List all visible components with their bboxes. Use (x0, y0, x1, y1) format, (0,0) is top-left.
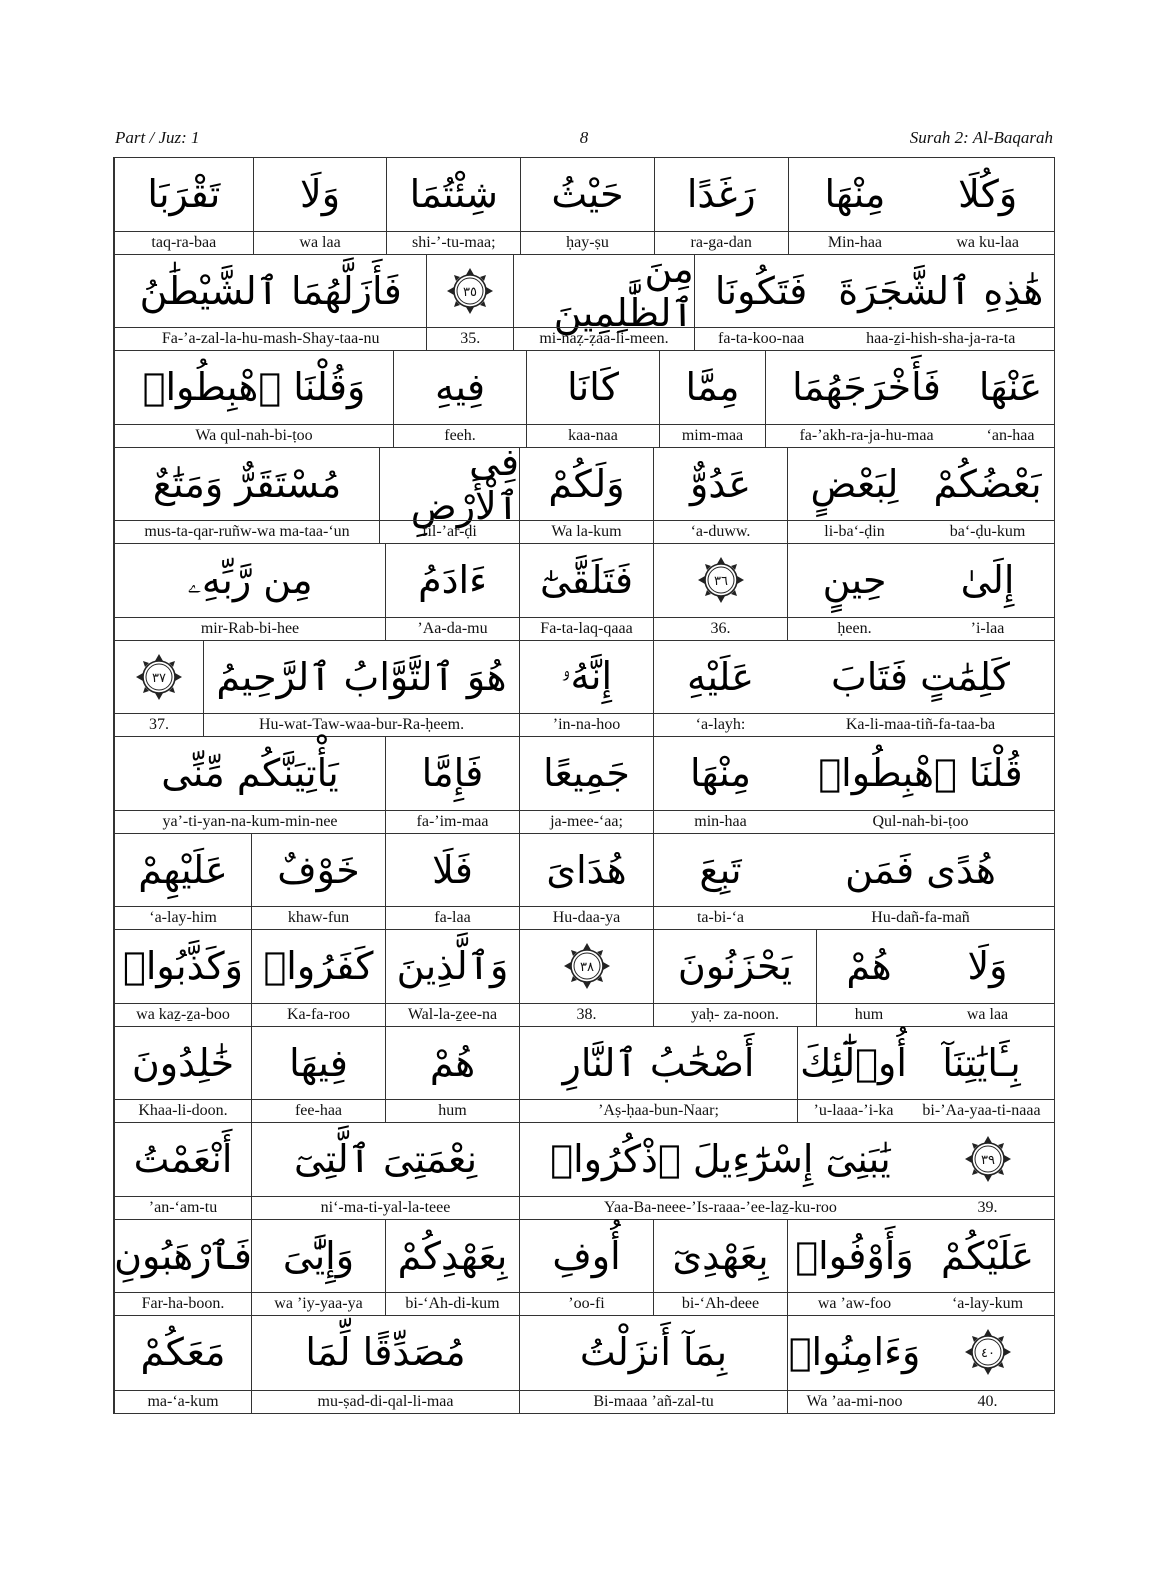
surah-label: Surah 2: Al-Baqarah (909, 128, 1053, 147)
verse-row (114, 1316, 1054, 1413)
transliteration: ’oo-fi (520, 1292, 653, 1315)
arabic-word: وَكُلَا (958, 172, 1018, 216)
word-cell (519, 1316, 787, 1413)
transliteration: ’Aṣ-ḥaa-bun-Naar; (520, 1099, 797, 1122)
transliteration: bi-‘Ah-di-kum (386, 1292, 519, 1315)
ayah-marker-cell (426, 255, 513, 351)
word-cell (114, 1220, 251, 1316)
transliteration: Far-ha-boon. (115, 1292, 251, 1315)
word-cell (379, 439, 519, 544)
arabic-word: وَكَذَّبُوا۟ (123, 944, 243, 988)
arabic-word: بِـَٔايَٰتِنَآ (942, 1040, 1021, 1085)
verse-row (114, 246, 1054, 352)
word-cell (114, 544, 385, 640)
arabic-word: وَلَا (967, 944, 1008, 988)
arabic-word: هُدًى فَمَن (845, 847, 996, 892)
word-cell (654, 158, 788, 254)
word-cell (114, 1027, 251, 1123)
transliteration: ‘a-duww. (654, 520, 787, 543)
ayah-number-arabic: ٣٦ (713, 574, 728, 589)
word-cell (386, 158, 520, 254)
word-cell (251, 1027, 385, 1123)
word-cell (203, 641, 519, 737)
verse-row (114, 834, 1054, 931)
transliteration: li-ba‘-ḍin (788, 520, 921, 543)
verse-row (114, 439, 1054, 545)
word-cell (393, 351, 526, 447)
word-cell (385, 1027, 519, 1123)
arabic-word: عَدُوٌّ (690, 461, 751, 506)
word-cell (967, 351, 1054, 447)
transliteration: Wal-la-ẕee-na (386, 1003, 519, 1026)
transliteration: ta-bi-‘a (654, 906, 787, 929)
arabic-word: فَإِمَّا (421, 751, 484, 795)
ayah-number-medallion (427, 255, 513, 327)
transliteration: mus-ta-qar-ruñw-wa ma-taa-‘un (115, 520, 379, 543)
juz-label: Part / Juz: 1 (115, 128, 200, 147)
ayah-end-icon (695, 554, 747, 606)
arabic-word: وَلَا (300, 172, 341, 216)
transliteration: Wa la-kum (520, 520, 653, 543)
ayah-end-icon (561, 940, 613, 992)
transliteration: Ka-li-maa-tiñ-fa-taa-ba (787, 713, 1054, 736)
word-cell (114, 255, 426, 351)
word-cell (114, 158, 253, 254)
word-by-word-table (113, 157, 1055, 1414)
arabic-word: وَأَوْفُوا۟ (795, 1233, 914, 1278)
transliteration: Qul-nah-bi-ṭoo (787, 810, 1054, 833)
word-cell (251, 1316, 519, 1413)
arabic-word: فَتَكُونَا (714, 268, 808, 313)
word-cell (251, 1123, 519, 1219)
arabic-word: كَفَرُوا۟ (263, 944, 374, 988)
ayah-number: 35. (427, 327, 513, 350)
transliteration: bi-‘Ah-deee (654, 1292, 787, 1315)
word-cell (385, 737, 519, 833)
word-cell (114, 351, 393, 447)
word-cell (921, 1220, 1054, 1316)
word-cell (909, 1027, 1054, 1123)
arabic-word: يَحْزَنُونَ (677, 944, 793, 988)
transliteration: Hu-dañ-fa-mañ (787, 906, 1054, 929)
arabic-word: فَأَزَلَّهُمَا ٱلشَّيْطَٰنُ (139, 268, 402, 313)
page-header (113, 128, 1055, 152)
word-cell (526, 351, 659, 447)
transliteration: feeh. (394, 424, 526, 447)
arabic-word: أَصْحَٰبُ ٱلنَّارِ (562, 1040, 755, 1085)
ayah-end-icon (962, 1133, 1014, 1185)
arabic-word: وَلَكُمْ (548, 461, 625, 506)
transliteration: ḥay-ṣu (521, 231, 654, 254)
verse-row (114, 544, 1054, 641)
transliteration: fa-’im-maa (386, 810, 519, 833)
arabic-word: فِى ٱلْأَرْضِ (410, 439, 519, 528)
ayah-number-arabic: ٤٠ (980, 1346, 995, 1361)
arabic-word: عَلَيْهِ (686, 654, 755, 699)
ayah-number: 39. (921, 1196, 1054, 1219)
arabic-word: وَقُلْنَا ٱهْبِطُوا۟ (142, 365, 366, 409)
transliteration: ma-‘a-kum (115, 1390, 251, 1413)
word-cell (519, 834, 653, 930)
ayah-number-medallion (921, 1123, 1054, 1195)
transliteration: Fa-ta-laq-qaaa (520, 617, 653, 640)
arabic-word: قُلْنَا ٱهْبِطُوا۟ (818, 751, 1023, 795)
arabic-word: بِعَهْدِكُمْ (397, 1233, 508, 1278)
arabic-word: أُو۟لَٰٓئِكَ (800, 1040, 907, 1085)
word-cell (385, 834, 519, 930)
word-cell (787, 1220, 921, 1316)
ayah-marker-cell (921, 1123, 1054, 1219)
transliteration: hum (386, 1099, 519, 1122)
transliteration: Khaa-li-doon. (115, 1099, 251, 1122)
arabic-word: يَأْتِيَنَّكُم مِّنِّى (161, 751, 339, 795)
transliteration: ‘a-lay-him (115, 906, 251, 929)
word-cell (385, 930, 519, 1026)
word-cell (519, 1123, 921, 1219)
arabic-word: شِئْتُمَا (409, 172, 498, 216)
transliteration: Yaa-Ba-neee-’Is-raaa-’ee-laẕ-ku-roo (520, 1196, 921, 1219)
word-cell (787, 1316, 921, 1413)
arabic-word: مِنْهَا (690, 751, 751, 795)
transliteration: ḥeen. (788, 617, 921, 640)
transliteration: ‘a-layh: (654, 713, 787, 736)
ayah-marker-cell (114, 641, 203, 737)
arabic-word: فَأَخْرَجَهُمَا (792, 365, 941, 409)
ayah-number-medallion (520, 930, 653, 1002)
ayah-number-arabic: ٣٧ (152, 670, 166, 686)
word-cell (787, 641, 1054, 737)
word-cell (251, 1220, 385, 1316)
arabic-word: وَٱلَّذِينَ (396, 944, 509, 988)
ayah-end-icon (133, 651, 185, 703)
word-cell (787, 737, 1054, 833)
arabic-word: نِعْمَتِىَ ٱلَّتِىٓ (293, 1137, 478, 1181)
transliteration: mim-maa (660, 424, 765, 447)
word-cell (827, 255, 1054, 351)
word-cell (765, 351, 967, 447)
verse-row (114, 1123, 1054, 1220)
arabic-word: لِبَعْضٍ (810, 461, 899, 506)
word-cell (921, 158, 1054, 254)
word-cell (114, 1123, 251, 1219)
arabic-word: تَقْرَبَا (147, 172, 221, 216)
arabic-word: مَعَكُمْ (140, 1330, 226, 1374)
word-cell (251, 834, 385, 930)
transliteration: fil-’ar-ḍi (380, 520, 519, 543)
arabic-word: مُسْتَقَرٌّ وَمَتَٰعٌ (152, 461, 342, 506)
transliteration: fa-’akh-ra-ja-hu-maa (766, 424, 967, 447)
transliteration: ya’-ti-yan-na-kum-min-nee (115, 810, 385, 833)
transliteration: yaḥ- za-noon. (654, 1003, 816, 1026)
transliteration: Min-haa (789, 231, 922, 254)
ayah-number-medallion (115, 641, 203, 713)
word-cell (921, 448, 1054, 544)
verse-row (114, 930, 1054, 1027)
ayah-number-arabic: ٣٨ (579, 960, 594, 975)
word-cell (251, 930, 385, 1026)
word-cell (653, 834, 787, 930)
arabic-word: وَءَامِنُوا۟ (788, 1330, 921, 1374)
transliteration: fa-laa (386, 906, 519, 929)
word-cell (513, 246, 694, 351)
word-cell (694, 255, 828, 351)
ayah-number: 40. (921, 1390, 1054, 1413)
verse-row (114, 158, 1054, 255)
arabic-word: رَغَدًا (686, 172, 756, 216)
word-cell (519, 737, 653, 833)
word-cell (787, 834, 1054, 930)
word-cell (519, 544, 653, 640)
word-cell (520, 158, 654, 254)
ayah-marker-cell (519, 930, 653, 1026)
word-cell (385, 544, 519, 640)
transliteration: wa ku-laa (921, 231, 1054, 254)
word-cell (659, 351, 765, 447)
word-cell (653, 930, 816, 1026)
ayah-number: 38. (520, 1003, 653, 1026)
transliteration: Hu-daa-ya (520, 906, 653, 929)
transliteration: ’in-na-hoo (520, 713, 653, 736)
word-cell (921, 930, 1054, 1026)
ayah-number-medallion (921, 1316, 1054, 1388)
word-cell (787, 448, 921, 544)
ayah-end-icon (444, 265, 496, 317)
arabic-word: فَٱرْهَبُونِ (114, 1233, 252, 1278)
arabic-word: إِنَّهُۥ (561, 654, 613, 698)
arabic-word: جَمِيعًا (543, 751, 630, 795)
ayah-marker-cell (921, 1316, 1054, 1413)
arabic-word: فَلَا (432, 847, 473, 892)
verse-row (114, 1027, 1054, 1124)
arabic-word: هُدَاىَ (546, 847, 627, 892)
transliteration: Wa qul-nah-bi-ṭoo (115, 424, 393, 447)
arabic-word: حَيْثُ (551, 172, 624, 216)
arabic-word: وَإِيَّٰىَ (282, 1233, 355, 1278)
word-cell (797, 1027, 909, 1123)
arabic-word: أَنْعَمْتُ (133, 1137, 233, 1181)
arabic-word: ءَادَمُ (418, 558, 487, 602)
arabic-word: كَلِمَٰتٍ فَتَابَ (831, 654, 1011, 699)
transliteration: wa laa (254, 231, 387, 254)
arabic-word: مِن رَّبِّهِۦ (187, 557, 313, 602)
arabic-word: عَلَيْهِمْ (138, 847, 228, 892)
word-cell (653, 641, 787, 737)
verse-row (114, 641, 1054, 738)
transliteration: ni‘-ma-ti-yal-la-teee (252, 1196, 519, 1219)
transliteration: ‘an-haa (967, 424, 1054, 447)
word-cell (787, 544, 921, 640)
arabic-word: هُمْ (846, 944, 892, 988)
word-cell (114, 834, 251, 930)
transliteration: wa ’iy-yaa-ya (252, 1292, 385, 1315)
transliteration: ra-ga-dan (655, 231, 788, 254)
arabic-word: تَبِعَ (699, 847, 742, 892)
arabic-word: هُوَ ٱلتَّوَّابُ ٱلرَّحِيمُ (216, 654, 507, 699)
transliteration: ba‘-ḍu-kum (921, 520, 1054, 543)
ayah-end-icon (962, 1326, 1014, 1378)
transliteration: mu-ṣad-di-qal-li-maa (252, 1390, 519, 1413)
transliteration: min-haa (654, 810, 787, 833)
arabic-word: مِنَ ٱلظَّٰلِمِينَ (553, 246, 694, 335)
arabic-word: هُمْ (429, 1040, 476, 1085)
word-cell (385, 1220, 519, 1316)
transliteration: Fa-’a-zal-la-hu-mash-Shay-taa-nu (115, 327, 426, 350)
transliteration: ’u-laaa-’i-ka (798, 1099, 909, 1122)
word-cell (653, 737, 787, 833)
transliteration: Bi-maaa ’añ-zal-tu (520, 1390, 787, 1413)
arabic-word: فِيهَا (289, 1040, 348, 1085)
ayah-number-arabic: ٣٩ (980, 1153, 995, 1168)
word-cell (816, 930, 921, 1026)
arabic-word: حِينٍ (822, 558, 887, 602)
transliteration: ’an-‘am-tu (115, 1196, 251, 1219)
arabic-word: مِمَّا (685, 365, 740, 409)
transliteration: taq-ra-baa (115, 231, 253, 254)
word-cell (653, 1220, 787, 1316)
transliteration: fa-ta-koo-naa (695, 327, 828, 350)
arabic-word: عَنْهَا (978, 365, 1043, 409)
transliteration: kaa-naa (527, 424, 659, 447)
transliteration: mi-naẓ-ẓaa-li-meen. (514, 327, 694, 350)
transliteration: mir-Rab-bi-hee (115, 617, 385, 640)
word-cell (788, 158, 922, 254)
transliteration: wa laa (921, 1003, 1054, 1026)
arabic-word: عَلَيْكُمْ (941, 1233, 1034, 1278)
page-number: 8 (579, 128, 589, 147)
verse-row (114, 1220, 1054, 1317)
transliteration: ’Aa-da-mu (386, 617, 519, 640)
arabic-word: أُوفِ (552, 1233, 621, 1278)
word-cell (653, 448, 787, 544)
transliteration: Wa ’aa-mi-noo (788, 1390, 921, 1413)
ayah-number: 37. (115, 713, 203, 736)
word-cell (519, 448, 653, 544)
word-cell (114, 1316, 251, 1413)
transliteration: bi-’Aa-yaa-ti-naaa (909, 1099, 1054, 1122)
word-cell (114, 737, 385, 833)
transliteration: wa ’aw-foo (788, 1292, 921, 1315)
transliteration: ‘a-lay-kum (921, 1292, 1054, 1315)
arabic-word: فَتَلَقَّىٰٓ (539, 558, 634, 602)
transliteration: fee-haa (252, 1099, 385, 1122)
arabic-word: فِيهِ (435, 365, 486, 409)
arabic-word: خَوْفٌ (277, 847, 360, 892)
arabic-word: مُصَدِّقًا لِّمَا (305, 1330, 466, 1374)
transliteration: ’i-laa (921, 617, 1054, 640)
verse-row (114, 351, 1054, 448)
arabic-word: إِلَىٰ (960, 558, 1015, 602)
transliteration: ja-mee-‘aa; (520, 810, 653, 833)
word-cell (114, 448, 379, 544)
word-cell (114, 930, 251, 1026)
arabic-word: هَٰذِهِ ٱلشَّجَرَةَ (838, 268, 1044, 313)
transliteration: khaw-fun (252, 906, 385, 929)
transliteration: Hu-wat-Taw-waa-bur-Ra-ḥeem. (204, 713, 519, 736)
transliteration: Ka-fa-roo (252, 1003, 385, 1026)
word-cell (519, 1220, 653, 1316)
ayah-number: 36. (654, 617, 787, 640)
transliteration: hum (817, 1003, 921, 1026)
verse-row (114, 737, 1054, 834)
arabic-word: بِمَآ أَنزَلْتُ (579, 1330, 728, 1374)
arabic-word: مِنْهَا (824, 172, 886, 216)
arabic-word: بَعْضُكُمْ (933, 461, 1042, 506)
arabic-word: خَٰلِدُونَ (131, 1040, 235, 1085)
arabic-word: بِعَهْدِىٓ (672, 1233, 769, 1278)
arabic-word: كَانَا (567, 365, 619, 409)
word-cell (519, 641, 653, 737)
transliteration: haa-ẕi-hish-sha-ja-ra-ta (827, 327, 1054, 350)
arabic-word: يَٰبَنِىٓ إِسْرَٰٓءِيلَ ٱذْكُرُوا۟ (550, 1137, 891, 1181)
ayah-number-medallion (654, 544, 787, 616)
transliteration: wa kaẕ-ẕa-boo (115, 1003, 251, 1026)
word-cell (519, 1027, 797, 1123)
ayah-number-arabic: ٣٥ (463, 284, 478, 300)
word-cell (253, 158, 387, 254)
word-cell (921, 544, 1054, 640)
ayah-marker-cell (653, 544, 787, 640)
transliteration: shi-’-tu-maa; (387, 231, 520, 254)
